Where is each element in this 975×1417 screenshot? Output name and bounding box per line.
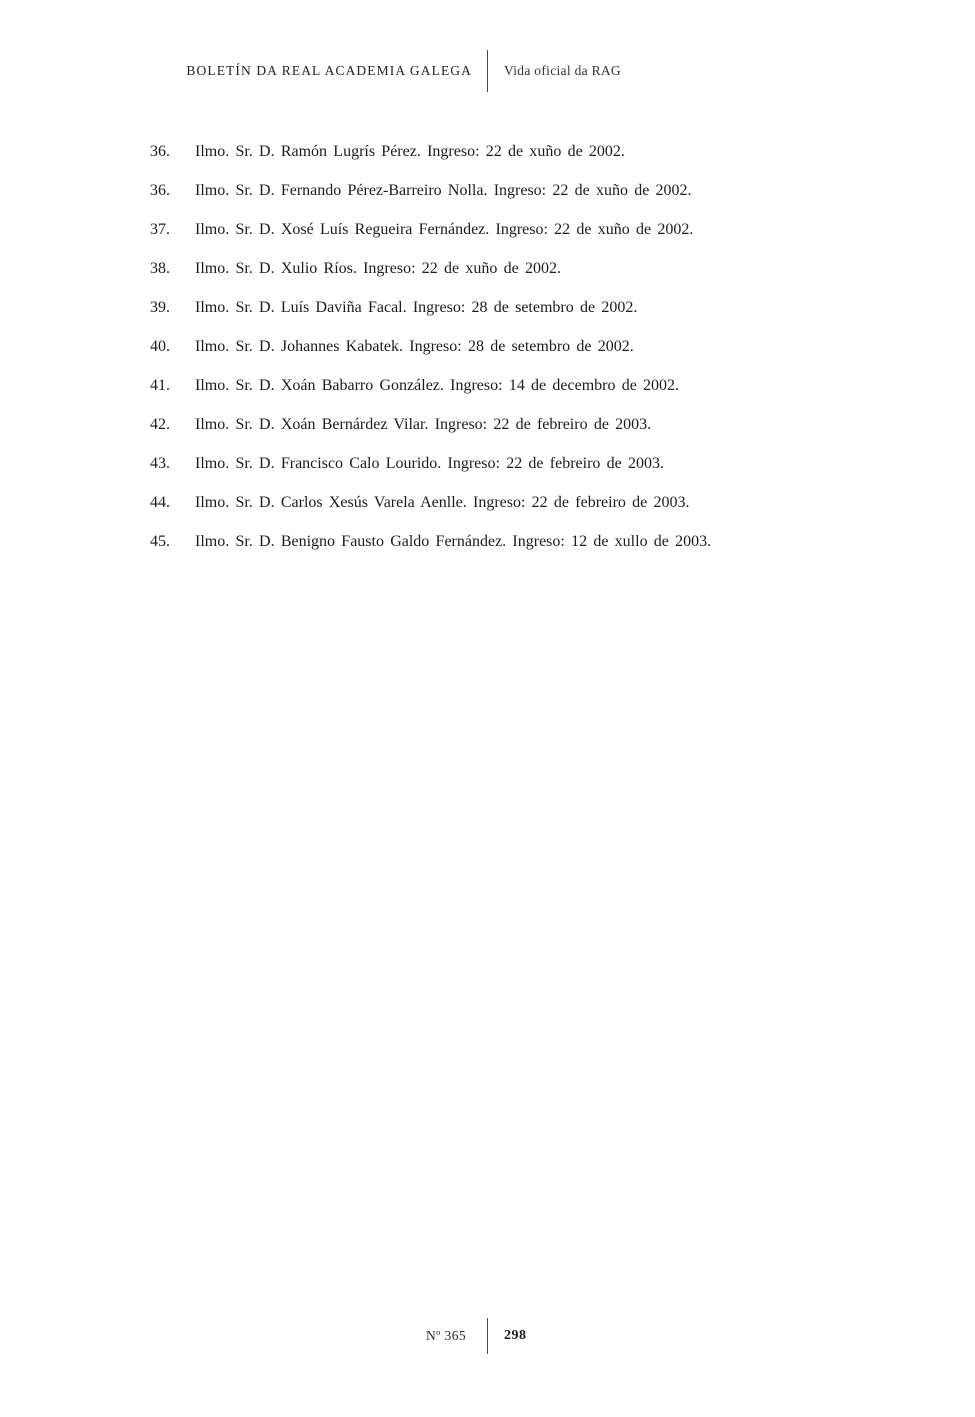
page-footer: [0, 1318, 975, 1354]
issue-number: Nº 365: [426, 1328, 466, 1343]
item-number: 45.: [150, 533, 170, 550]
journal-title: BOLETÍN DA REAL ACADEMIA GALEGA: [186, 63, 472, 78]
list-item: [150, 300, 870, 317]
page-header: [0, 50, 975, 92]
list-item: [150, 339, 870, 356]
item-text: Ilmo. Sr. D. Ramón Lugrís Pérez. Ingreso: 22 de xuño de 2002.: [195, 143, 625, 160]
item-text: Ilmo. Sr. D. Xulio Ríos. Ingreso: 22 de xuño de 2002.: [195, 260, 561, 277]
list-item: [150, 417, 870, 434]
item-number: 39.: [150, 299, 170, 316]
item-number: 37.: [150, 221, 170, 238]
item-number: 36.: [150, 182, 170, 199]
section-title: Vida oficial da RAG: [504, 63, 621, 78]
list-item: [150, 495, 870, 512]
page-number: 298: [504, 1328, 527, 1343]
item-number: 42.: [150, 416, 170, 433]
member-list: [150, 144, 870, 573]
item-number: 44.: [150, 494, 170, 511]
item-text: Ilmo. Sr. D. Xoán Bernárdez Vilar. Ingreso: 22 de febreiro de 2003.: [195, 416, 652, 433]
list-item: [150, 183, 870, 200]
list-item: [150, 222, 870, 239]
item-number: 40.: [150, 338, 170, 355]
item-text: Ilmo. Sr. D. Fernando Pérez-Barreiro Nolla. Ingreso: 22 de xuño de 2002.: [195, 182, 692, 199]
item-text: Ilmo. Sr. D. Johannes Kabatek. Ingreso: 28 de setembro de 2002.: [195, 338, 634, 355]
list-item: [150, 144, 870, 161]
item-text: Ilmo. Sr. D. Francisco Calo Lourido. Ingreso: 22 de febreiro de 2003.: [195, 455, 664, 472]
list-item: [150, 456, 870, 473]
item-text: Ilmo. Sr. D. Luís Daviña Facal. Ingreso: 28 de setembro de 2002.: [195, 299, 638, 316]
item-text: Ilmo. Sr. D. Xosé Luís Regueira Fernández. Ingreso: 22 de xuño de 2002.: [195, 221, 694, 238]
list-item: [150, 261, 870, 278]
item-number: 36.: [150, 143, 170, 160]
item-number: 43.: [150, 455, 170, 472]
list-item: [150, 378, 870, 395]
item-text: Ilmo. Sr. D. Benigno Fausto Galdo Fernández. Ingreso: 12 de xullo de 2003.: [195, 533, 712, 550]
item-number: 38.: [150, 260, 170, 277]
item-text: Ilmo. Sr. D. Xoán Babarro González. Ingreso: 14 de decembro de 2002.: [195, 377, 680, 394]
item-number: 41.: [150, 377, 170, 394]
item-text: Ilmo. Sr. D. Carlos Xesús Varela Aenlle. Ingreso: 22 de febreiro de 2003.: [195, 494, 690, 511]
list-item: [150, 534, 870, 551]
